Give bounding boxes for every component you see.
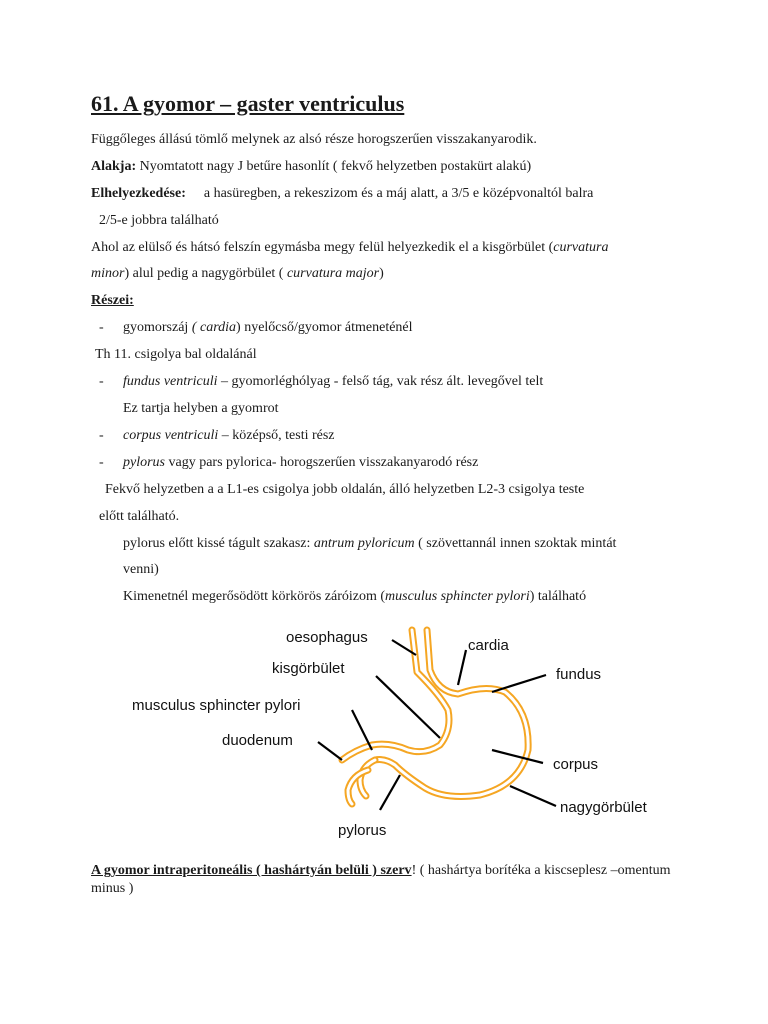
shape-text: Nyomtatott nagy J betűre hasonlít ( fekvő helyzetben postakürt alakú) — [136, 159, 532, 174]
diagram-labels — [132, 629, 648, 839]
bullet-dash: - — [99, 320, 104, 335]
antrum-line-2: venni) — [123, 562, 159, 577]
bullet-dash: - — [99, 428, 104, 443]
footer-rest: ! ( hashártya borítéka a kiscseplesz –omentum minus ) — [91, 863, 671, 896]
part-th11: Th 11. csigolya bal oldalánál — [95, 347, 257, 362]
pylorus-text: vagy pars pylorica- horogszerűen visszakanyarodó rész — [165, 455, 479, 470]
parts-heading: Részei: — [91, 293, 134, 308]
surfaces-line-2 — [91, 265, 384, 283]
sphincter-text-b: ) található — [529, 589, 587, 604]
duodenum-leader — [318, 742, 342, 760]
intro-text: Függőleges állású tömlő melynek az alsó része horogszerűen visszakanyarodik. — [91, 132, 537, 147]
label-sphincter: musculus sphincter pylori — [132, 697, 301, 714]
cardia-text-b: ) nyelőcső/gyomor átmeneténél — [236, 320, 413, 335]
location-text: a hasüregben, a rekeszizom és a máj alatt, a 3/5 e középvonaltól balra — [203, 186, 594, 201]
label-nagygorbulet: nagygörbület — [560, 799, 647, 816]
fundus-text: – gyomorléghólyag - felső tág, vak rész ált. levegővel telt — [217, 374, 544, 389]
surfaces-line-1 — [91, 239, 608, 257]
shape-paragraph — [91, 158, 531, 176]
surfaces-text-b: ) alul pedig a nagygörbület ( — [124, 266, 287, 281]
curvatura-term: curvatura — [553, 240, 609, 255]
location-paragraph — [91, 185, 593, 203]
corpus-term: corpus ventriculi — [123, 428, 219, 443]
pylorus-leader — [380, 775, 400, 810]
bullet-dash: - — [99, 374, 104, 389]
label-pylorus: pylorus — [338, 822, 387, 839]
bullet-dash: - — [99, 455, 104, 470]
label-oesophagus: oesophagus — [286, 629, 368, 646]
part-corpus — [99, 427, 335, 445]
part-fundus — [99, 373, 543, 391]
fundus-leader — [492, 675, 546, 692]
footer-bold: A gyomor intraperitoneális ( hashártyán belüli ) szerv — [91, 863, 412, 878]
curvatura-major-term: curvatura major — [286, 266, 380, 281]
fundus-term: fundus ventriculi — [123, 374, 218, 389]
position-line-2: előtt található. — [99, 509, 180, 524]
sphincter-leader — [352, 710, 372, 750]
footer-paragraph — [91, 862, 691, 898]
minor-term: minor — [91, 266, 125, 281]
cardia-text-a: gyomorszáj — [123, 320, 192, 335]
sphincter-text-a: Kimenetnél megerősödött körkörös záróizom ( — [123, 589, 386, 604]
fundus-note: Ez tartja helyben a gyomrot — [123, 401, 279, 416]
page-title: 61. A gyomor – gaster ventriculus — [91, 91, 405, 116]
location-label: Elhelyezkedése: — [91, 186, 186, 201]
position-line-1: Fekvő helyzetben a a L1-es csigolya jobb oldalán, álló helyzetben L2-3 csigolya teste — [105, 482, 585, 497]
antrum-text-a: pylorus előtt kissé tágult szakasz: — [123, 536, 314, 551]
stomach-illustration — [342, 630, 528, 804]
antrum-text-b: ( szövettannál innen szoktak mintát — [414, 536, 617, 551]
cardia-leader — [458, 650, 466, 685]
label-kisgorbulet: kisgörbület — [272, 660, 345, 677]
label-cardia: cardia — [468, 637, 509, 654]
surfaces-text-a: Ahol az elülső és hátsó felszín egymásba megy felül helyezkedik el a kisgörbület ( — [91, 240, 554, 255]
surfaces-text-end: ) — [379, 266, 384, 281]
sphincter-term: musculus sphincter pylori — [385, 589, 530, 604]
part-cardia — [99, 319, 413, 337]
sphincter-line — [123, 588, 586, 606]
label-duodenum: duodenum — [222, 732, 293, 749]
pylorus-term: pylorus — [123, 455, 165, 470]
antrum-term: antrum pyloricum — [313, 536, 415, 551]
location-cont: 2/5-e jobbra található — [99, 213, 219, 228]
antrum-line-1 — [123, 535, 616, 553]
corpus-leader — [492, 750, 543, 763]
cardia-term: ( cardia — [191, 320, 237, 335]
stomach-diagram — [0, 610, 768, 850]
corpus-text: – középső, testi rész — [218, 428, 335, 443]
nagygorbulet-leader — [510, 786, 556, 806]
label-fundus: fundus — [556, 666, 602, 683]
part-pylorus — [99, 454, 478, 472]
label-corpus: corpus — [553, 756, 599, 773]
shape-label: Alakja: — [91, 159, 137, 174]
